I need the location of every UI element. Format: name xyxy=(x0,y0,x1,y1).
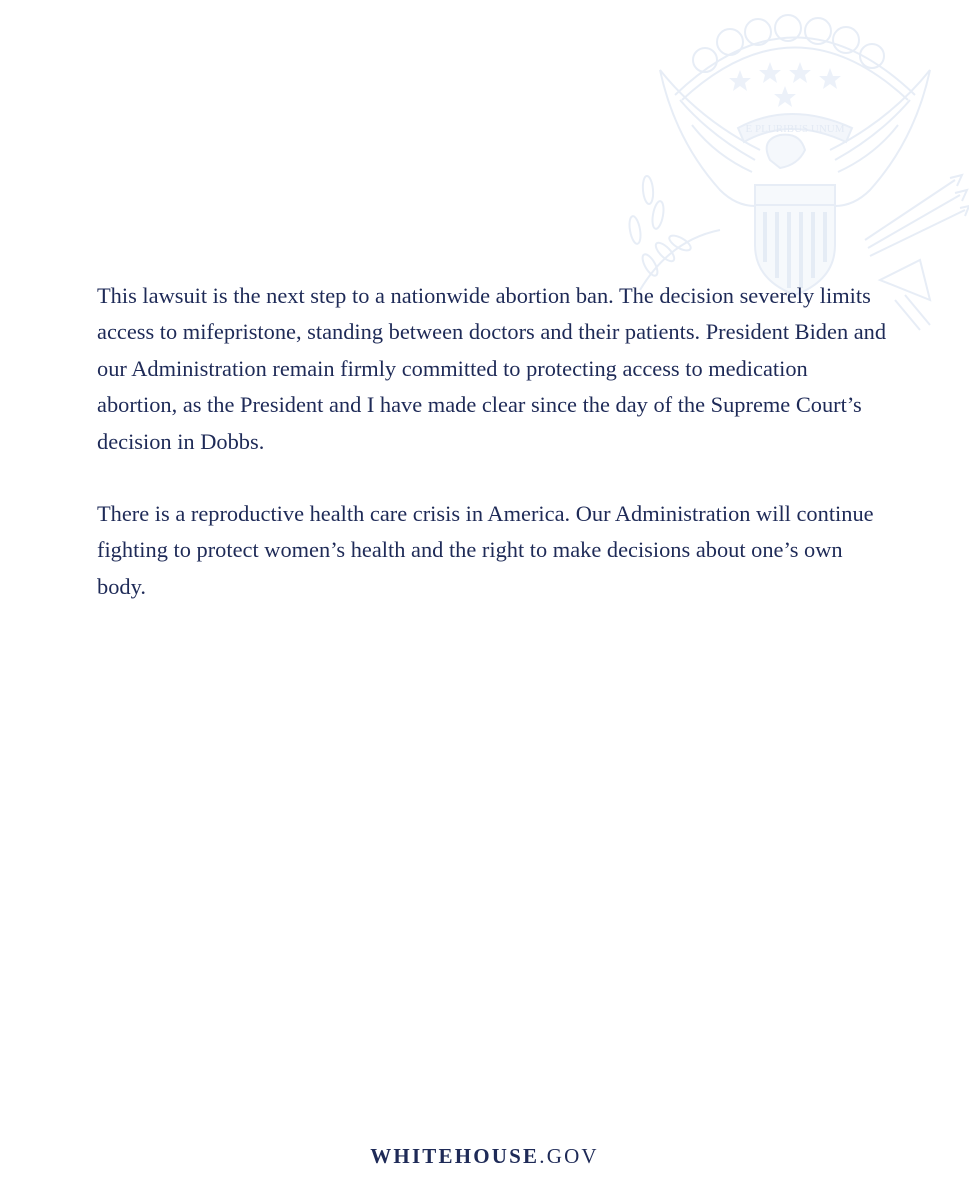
statement-body xyxy=(97,278,887,641)
statement-paragraph: This lawsuit is the next step to a nationwide abortion ban. The decision severely limits access to mifepristone, standing between doctors and their patients. President Biden and our Administration remain firmly committed to protecting access to medication abortion, as the President and I have made clear since the day of the Supreme Court’s decision in Dobbs. xyxy=(97,283,887,454)
seal-stars xyxy=(729,62,841,107)
statement-paragraph: There is a reproductive health care crisis in America. Our Administration will continue fighting to protect women’s health and the right to make decisions about one’s own body. xyxy=(97,501,874,599)
footer-domain-suffix: .GOV xyxy=(539,1144,599,1168)
footer-domain-name: WHITEHOUSE xyxy=(370,1144,540,1168)
whitehouse-gov-footer xyxy=(0,1144,969,1169)
seal-olive-branch xyxy=(628,176,720,290)
seal-motto-text: E PLURIBUS UNUM xyxy=(745,123,845,135)
seal-eagle-head xyxy=(767,135,805,168)
